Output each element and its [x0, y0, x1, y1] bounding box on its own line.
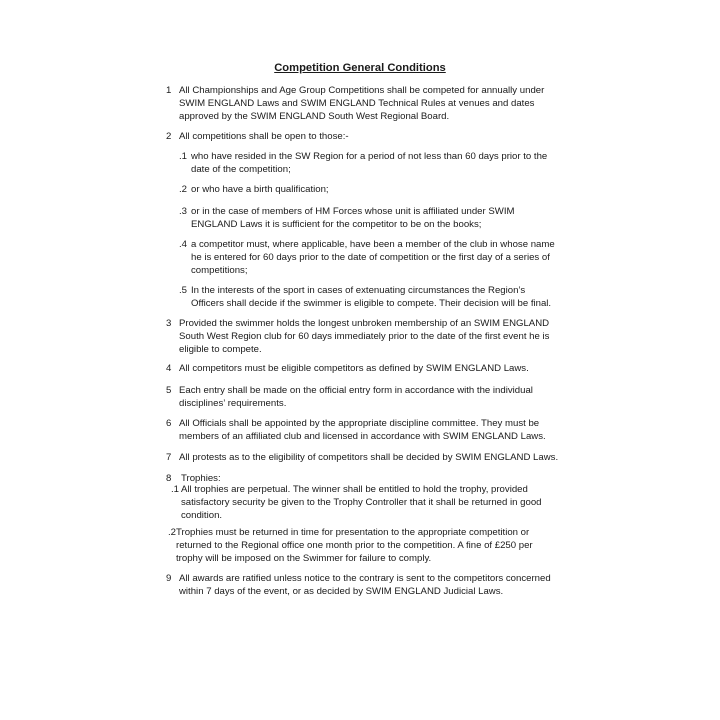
item-line: All protests as to the eligibility of competitors shall be decided by SWIM ENGLAND Laws. [179, 452, 559, 463]
item-line: All Officials shall be appointed by the appropriate discipline committee. They must be [179, 418, 540, 429]
item-number: 7 [166, 452, 172, 463]
item-line: All competitions shall be open to those:- [179, 131, 349, 142]
item-line: Provided the swimmer holds the longest unbroken membership of an SWIM ENGLAND [179, 318, 550, 329]
item-number: 9 [166, 573, 172, 584]
item-line: returned to the Regional office one month prior to the competition. A fine of £250 per [176, 540, 533, 552]
item-line: South West Region club for 60 days immediately prior to the date of the first event he is [179, 331, 550, 343]
condition-item-2 [166, 130, 349, 143]
item-line: satisfactory security be given to the Trophy Controller that it shall be returned in good [181, 497, 542, 509]
item-number: .2 [179, 184, 188, 195]
item-line: date of the competition; [191, 164, 291, 176]
condition-subitem-2-1 [179, 150, 547, 176]
item-line: In the interests of the sport in cases of extenuating circumstances the Region’s [191, 285, 526, 296]
item-line: competitions; [191, 265, 248, 277]
item-line: who have resided in the SW Region for a period of not less than 60 days prior to the [191, 151, 548, 162]
item-line: within 7 days of the event, or as decided by SWIM ENGLAND Judicial Laws. [179, 586, 504, 598]
item-number: 3 [166, 318, 172, 329]
item-line: trophy will be imposed on the Swimmer for failure to comply. [176, 553, 432, 565]
item-line: All awards are ratified unless notice to the contrary is sent to the competitors concerned [179, 573, 551, 584]
condition-subitem-8-1 [171, 483, 542, 523]
item-line: a competitor must, where applicable, have been a member of the club in whose name [191, 239, 555, 250]
item-line: condition. [181, 510, 223, 522]
item-number: .1 [171, 484, 180, 495]
item-line: or in the case of members of HM Forces whose unit is affiliated under SWIM [191, 206, 515, 217]
item-line: eligible to compete. [179, 344, 262, 356]
item-line: SWIM ENGLAND Laws and SWIM ENGLAND Technical Rules at venues and dates [179, 98, 535, 110]
condition-item-9 [166, 572, 551, 598]
item-line: or who have a birth qualification; [191, 184, 329, 195]
condition-item-6 [166, 417, 546, 443]
item-line: Trophies: [181, 473, 221, 484]
condition-subitem-8-2 [168, 526, 533, 566]
condition-subitem-2-5 [179, 284, 551, 310]
item-line: All competitors must be eligible competitors as defined by SWIM ENGLAND Laws. [179, 363, 529, 374]
condition-item-4 [166, 362, 529, 375]
item-number: .3 [179, 206, 188, 217]
item-number: 5 [166, 385, 172, 396]
item-line: he is entered for 60 days prior to the date of competition or the first day of a series of [191, 252, 550, 264]
item-number: .2 [168, 527, 177, 538]
item-number: .4 [179, 239, 188, 250]
condition-item-3 [166, 317, 549, 357]
item-line: Each entry shall be made on the official entry form in accordance with the individual [179, 385, 533, 396]
item-number: 4 [166, 363, 172, 374]
item-number: 2 [166, 131, 172, 142]
item-line: All trophies are perpetual. The winner shall be entitled to hold the trophy, provided [181, 484, 528, 495]
item-line: All Championships and Age Group Competitions shall be competed for annually under [179, 85, 545, 96]
condition-item-7 [166, 451, 558, 464]
item-line: Officers shall decide if the swimmer is eligible to compete. Their decision will be final. [191, 298, 552, 310]
item-line: Trophies must be returned in time for presentation to the appropriate competition or [176, 527, 530, 538]
document-title: Competition General Conditions [274, 62, 446, 74]
condition-item-5 [166, 384, 533, 410]
item-line: disciplines’ requirements. [179, 398, 287, 410]
item-line: members of an affiliated club and licensed in accordance with SWIM ENGLAND Laws. [179, 431, 546, 443]
item-line: approved by the SWIM ENGLAND South West Regional Board. [179, 111, 450, 123]
condition-item-1 [166, 84, 544, 124]
condition-subitem-2-3 [179, 205, 514, 231]
condition-subitem-2-2 [179, 183, 329, 196]
item-number: 1 [166, 85, 172, 96]
item-number: .5 [179, 285, 188, 296]
condition-subitem-2-4 [179, 238, 555, 278]
item-number: 6 [166, 418, 172, 429]
item-number: 8 [166, 473, 172, 484]
item-number: .1 [179, 151, 188, 162]
item-line: ENGLAND Laws it is sufficient for the competitor to be on the books; [191, 219, 482, 231]
